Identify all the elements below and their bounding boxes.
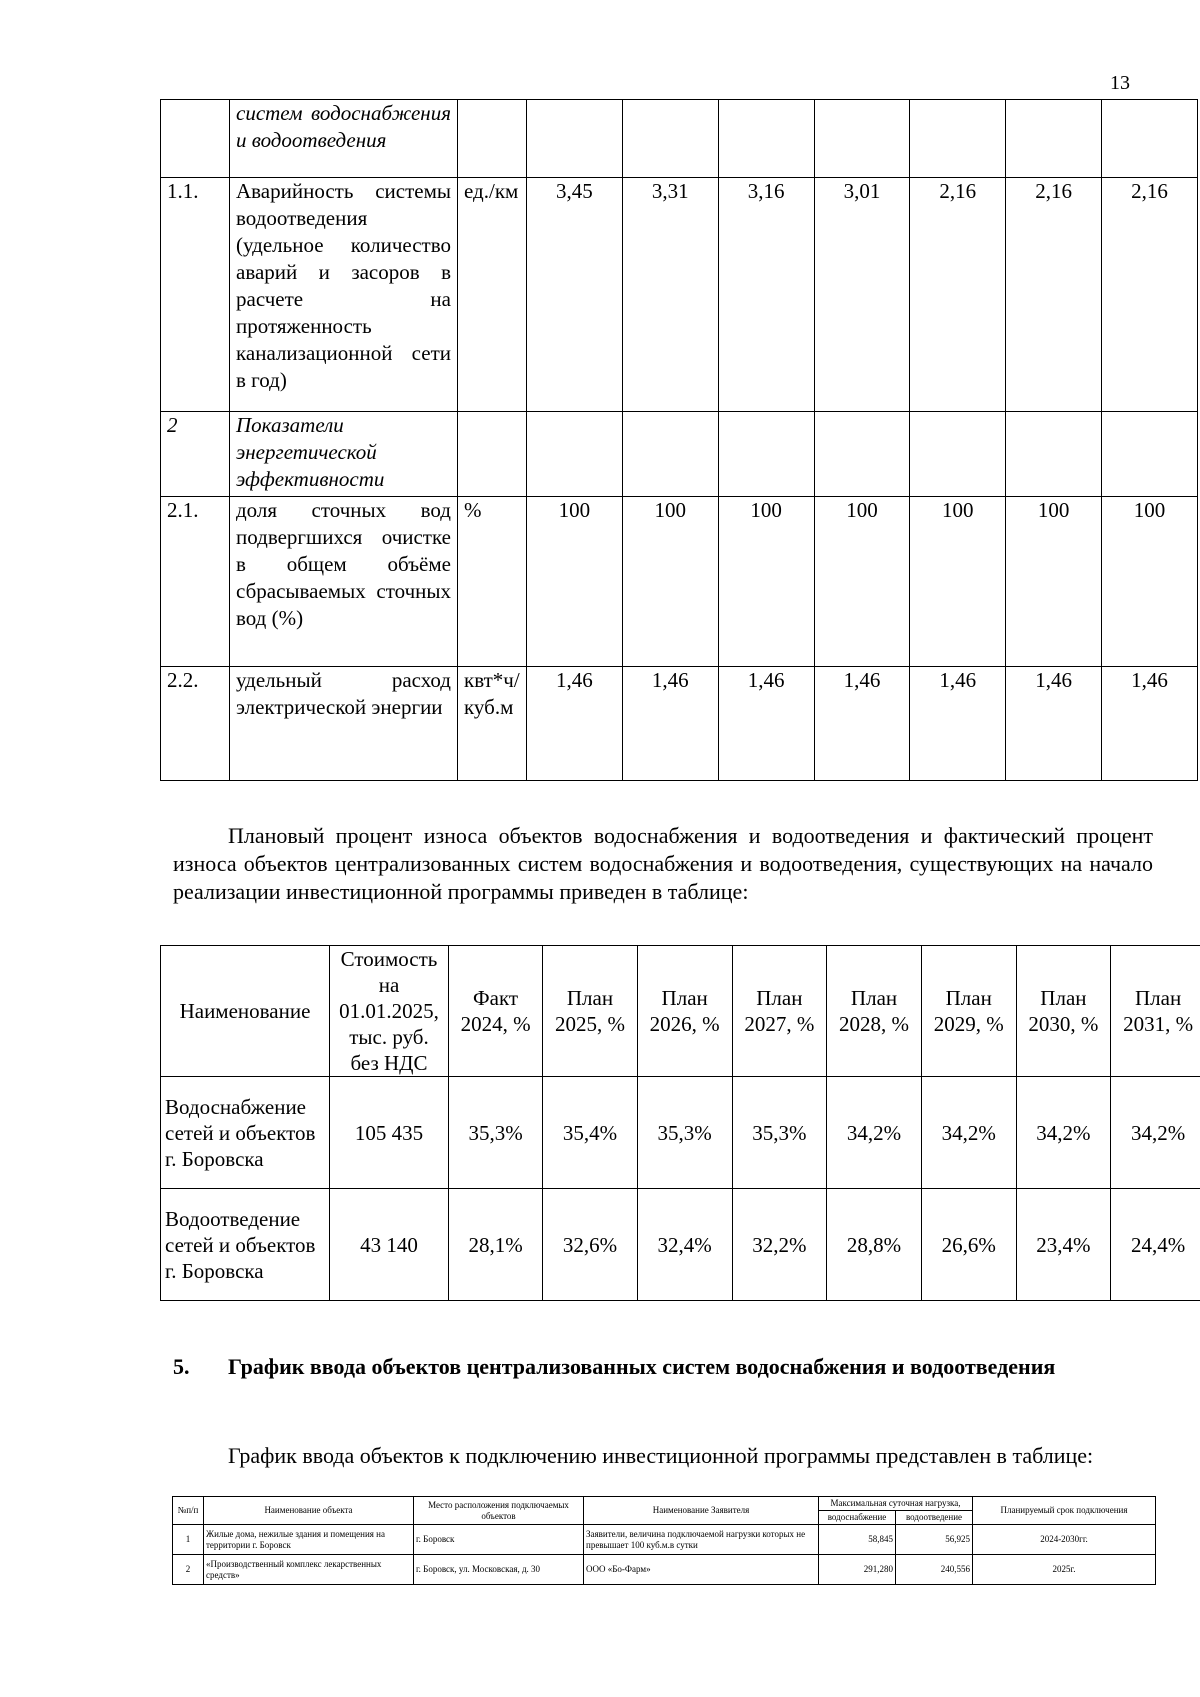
value-cell: 35,3% (637, 1077, 732, 1189)
value-cell: 35,4% (543, 1077, 638, 1189)
row-number: 2.2. (161, 667, 230, 781)
object-cell: «Производственный комплекс лекарственных средств» (204, 1555, 414, 1585)
sewer-load-cell: 56,925 (896, 1525, 973, 1555)
row-number: 2 (161, 412, 230, 497)
indicators-table (160, 99, 1198, 781)
value-cell (718, 412, 814, 497)
location-cell: г. Боровск (414, 1525, 584, 1555)
value-cell: 24,4% (1111, 1189, 1200, 1301)
value-cell: 3,16 (718, 178, 814, 412)
value-cell (814, 100, 910, 178)
paragraph-wear-intro: Плановый процент износа объектов водоснабжения и водоотведения и фактический процент износа объектов централизованных систем водоснабжения и водоотведения, существующих на начало реализации инвестиционной программы приведен в таблице: (173, 823, 1153, 904)
row-unit (458, 412, 527, 497)
term-cell: 2025г. (973, 1555, 1156, 1585)
applicant-cell: Заявители, величина подключаемой нагрузки которых не превышает 100 куб.м.в сутки (584, 1525, 819, 1555)
value-cell: 34,2% (1111, 1077, 1200, 1189)
row-name: Водоотведение сетей и объектов г. Боровска (161, 1189, 330, 1301)
value-cell: 1,46 (718, 667, 814, 781)
value-cell: 1,46 (814, 667, 910, 781)
header-cell: Место расположения подключаемых объектов (414, 1497, 584, 1525)
value-cell: 100 (718, 497, 814, 667)
table-header-row (173, 1497, 1156, 1511)
table-row (173, 1555, 1156, 1585)
header-cell: Факт 2024, % (449, 946, 543, 1077)
value-cell: 26,6% (921, 1189, 1016, 1301)
table-row (161, 100, 1198, 178)
object-cell: Жилые дома, нежилые здания и помещения на территории г. Боровск (204, 1525, 414, 1555)
value-cell: 100 (527, 497, 623, 667)
table-row (173, 1525, 1156, 1555)
row-number: 1 (173, 1525, 204, 1555)
table-row (161, 412, 1198, 497)
value-cell: 100 (910, 497, 1006, 667)
value-cell: 100 (1006, 497, 1102, 667)
row-name: Водоснабжение сетей и объектов г. Боровска (161, 1077, 330, 1189)
value-cell: 34,2% (1016, 1077, 1111, 1189)
value-cell: 23,4% (1016, 1189, 1111, 1301)
water-load-cell: 58,845 (819, 1525, 896, 1555)
applicant-cell: ООО «Бо-Фарм» (584, 1555, 819, 1585)
paragraph-schedule-intro: График ввода объектов к подключению инвестиционной программы представлен в таблице: (228, 1443, 1094, 1468)
value-cell: 34,2% (921, 1077, 1016, 1189)
connection-schedule-table (172, 1496, 1156, 1585)
value-cell (718, 100, 814, 178)
value-cell: 1,46 (1102, 667, 1198, 781)
row-name: удельный расход электрической энергии (230, 667, 458, 781)
row-number (161, 100, 230, 178)
water-load-cell: 291,280 (819, 1555, 896, 1585)
header-cell: Максимальная суточная нагрузка, (819, 1497, 973, 1511)
row-unit: ед./км (458, 178, 527, 412)
header-cell: План 2030, % (1016, 946, 1111, 1077)
header-cell: Стоимость на 01.01.2025, тыс. руб. без НДС (330, 946, 449, 1077)
value-cell (910, 100, 1006, 178)
row-unit: % (458, 497, 527, 667)
row-number: 2 (173, 1555, 204, 1585)
cost-cell: 105 435 (330, 1077, 449, 1189)
header-cell: Наименование объекта (204, 1497, 414, 1525)
value-cell (527, 412, 623, 497)
header-cell: №п/п (173, 1497, 204, 1525)
row-name: доля сточных вод подвергшихся очистке в общем объёме сбрасываемых сточных вод (%) (230, 497, 458, 667)
value-cell: 2,16 (1006, 178, 1102, 412)
table-row (161, 1189, 1200, 1301)
row-unit: квт*ч/куб.м (458, 667, 527, 781)
header-cell: План 2031, % (1111, 946, 1200, 1077)
section-title: График ввода объектов централизованных систем водоснабжения и водоотведения (228, 1354, 1056, 1379)
location-cell: г. Боровск, ул. Московская, д. 30 (414, 1555, 584, 1585)
header-cell: План 2029, % (921, 946, 1016, 1077)
value-cell: 1,46 (910, 667, 1006, 781)
value-cell (622, 412, 718, 497)
row-number: 2.1. (161, 497, 230, 667)
value-cell (1102, 412, 1198, 497)
term-cell: 2024-2030гг. (973, 1525, 1156, 1555)
row-unit (458, 100, 527, 178)
value-cell (1006, 412, 1102, 497)
row-name: Аварийность системы водоотведения (удельное количество аварий и засоров в расчете на протяженность канализационной сети в год) (230, 178, 458, 412)
table-header-row (161, 946, 1200, 1077)
header-cell: водоотведение (896, 1511, 973, 1525)
value-cell: 32,4% (637, 1189, 732, 1301)
value-cell (1102, 100, 1198, 178)
value-cell: 28,1% (449, 1189, 543, 1301)
header-cell: водоснабжение (819, 1511, 896, 1525)
value-cell: 1,46 (527, 667, 623, 781)
value-cell: 2,16 (1102, 178, 1198, 412)
header-cell: План 2027, % (732, 946, 827, 1077)
wear-percent-table (160, 945, 1200, 1301)
row-name: Показатели энергетической эффективности (230, 412, 458, 497)
row-number: 1.1. (161, 178, 230, 412)
sewer-load-cell: 240,556 (896, 1555, 973, 1585)
value-cell: 1,46 (622, 667, 718, 781)
value-cell (1006, 100, 1102, 178)
header-cell: План 2026, % (637, 946, 732, 1077)
value-cell: 100 (622, 497, 718, 667)
row-name: систем водоснабжения и водоотведения (230, 100, 458, 178)
page-number: 13 (1110, 72, 1130, 94)
value-cell (622, 100, 718, 178)
value-cell: 3,45 (527, 178, 623, 412)
value-cell: 3,01 (814, 178, 910, 412)
value-cell: 35,3% (732, 1077, 827, 1189)
cost-cell: 43 140 (330, 1189, 449, 1301)
value-cell: 32,6% (543, 1189, 638, 1301)
section-number: 5. (173, 1354, 190, 1379)
header-cell: План 2025, % (543, 946, 638, 1077)
header-cell: Наименование Заявителя (584, 1497, 819, 1525)
value-cell: 100 (814, 497, 910, 667)
value-cell: 32,2% (732, 1189, 827, 1301)
table-row (161, 1077, 1200, 1189)
value-cell (910, 412, 1006, 497)
header-cell: План 2028, % (827, 946, 922, 1077)
header-cell: Планируемый срок подключения (973, 1497, 1156, 1525)
value-cell (814, 412, 910, 497)
table-row (161, 667, 1198, 781)
value-cell (527, 100, 623, 178)
value-cell: 34,2% (827, 1077, 922, 1189)
value-cell: 1,46 (1006, 667, 1102, 781)
table-row (161, 178, 1198, 412)
value-cell: 3,31 (622, 178, 718, 412)
table-row (161, 497, 1198, 667)
value-cell: 28,8% (827, 1189, 922, 1301)
value-cell: 2,16 (910, 178, 1006, 412)
header-cell: Наименование (161, 946, 330, 1077)
value-cell: 35,3% (449, 1077, 543, 1189)
value-cell: 100 (1102, 497, 1198, 667)
